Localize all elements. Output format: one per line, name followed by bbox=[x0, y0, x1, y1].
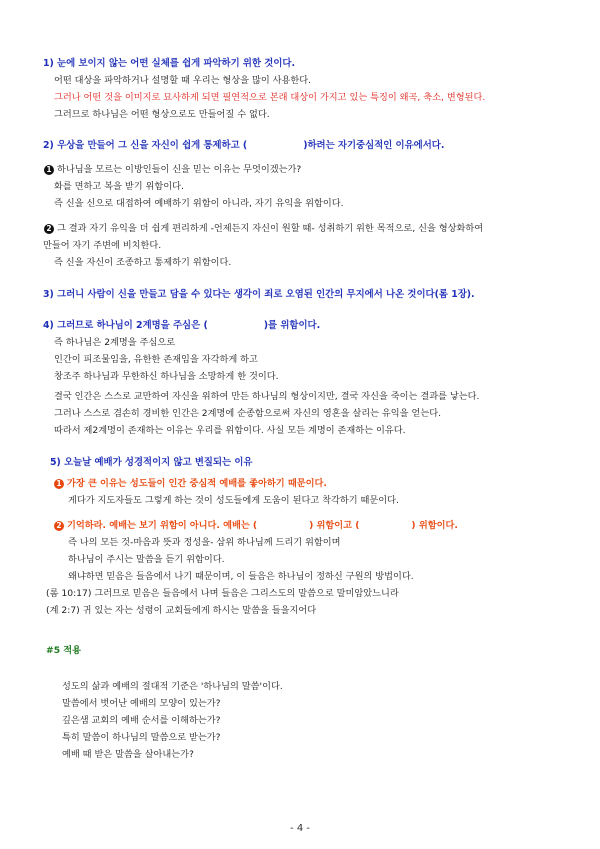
section-2-bullet-2-line-1: 그 결과 자기 유익을 더 쉽게 편리하게 -언제든지 자신이 원할 때- 성취하기 위한 목적으로, 신을 형상화하여 bbox=[57, 223, 484, 234]
application-line-1: 성도의 삶과 예배의 절대적 기준은 '하나님의 말씀'이다. bbox=[62, 681, 283, 692]
application-line-2: 말씀에서 벗어난 예배의 모양이 있는가? bbox=[62, 698, 221, 709]
section-4-heading bbox=[43, 320, 320, 332]
application-line-3: 깊은샘 교회의 예배 순서를 이해하는가? bbox=[62, 715, 221, 726]
page-number: - 4 - bbox=[290, 823, 310, 834]
section-2-bullet-1-line-1: 화를 면하고 복을 받기 위함이다. bbox=[54, 181, 184, 192]
section-2-heading bbox=[43, 140, 444, 152]
verse-revelation: (계 2:7) 귀 있는 자는 성령이 교회들에게 하시는 말씀을 들을지어다 bbox=[46, 605, 317, 616]
section-1-line-2: 그러나 어떤 것을 이미지로 묘사하게 되면 필연적으로 본래 대상이 가지고 있는 특징이 왜곡, 축소, 변형된다. bbox=[54, 92, 486, 103]
section-2-bullet-1-question: 하나님을 모르는 이방인들이 신을 믿는 이유는 무엇이겠는가? bbox=[57, 164, 302, 175]
section-4-line-2: 인간이 피조물임을, 유한한 존재임을 자각하게 하고 bbox=[54, 354, 258, 365]
section-2-bullet-1 bbox=[44, 164, 301, 176]
verse-romans: (롬 10:17) 그러므로 믿음은 들음에서 나며 들음은 그리스도의 말씀으로 말미암았느니라 bbox=[46, 588, 399, 599]
application-heading: #5 적용 bbox=[46, 645, 82, 656]
section-5-bullet-1-text: 가장 큰 이유는 성도들이 인간 중심적 예배를 좋아하기 때문이다. bbox=[67, 478, 327, 489]
section-2-bullet-2 bbox=[44, 223, 483, 235]
number-1-bullet-icon: 1 bbox=[54, 479, 64, 489]
application-line-5: 예배 때 받은 말씀을 살아내는가? bbox=[62, 749, 194, 760]
section-5-bullet-2-part-b: ) 위함이고 ( bbox=[309, 520, 360, 531]
section-2-bullet-2-line-2: 만들어 자기 주변에 비치한다. bbox=[43, 240, 162, 251]
section-4-line-5: 그러나 스스로 겸손히 경비한 인간은 2계명에 순종함으로써 자신의 영혼을 살리는 유익을 얻는다. bbox=[54, 408, 442, 419]
section-2-bullet-2-line-3: 즉 신을 자신이 조종하고 통제하기 위함이다. bbox=[54, 257, 232, 268]
section-1-line-1: 어떤 대상을 파악하거나 설명할 때 우리는 형상을 많이 사용한다. bbox=[54, 75, 312, 86]
section-2-heading-part-b: )하려는 자기중심적인 이유에서다. bbox=[303, 140, 445, 151]
section-5-bullet-2-part-c: ) 위함이다. bbox=[411, 520, 458, 531]
section-4-heading-part-b: )를 위함이다. bbox=[263, 320, 321, 331]
number-2-bullet-icon: 2 bbox=[54, 521, 64, 531]
number-1-bullet-icon: 1 bbox=[44, 165, 54, 175]
section-4-line-1: 즉 하나님은 2계명을 주심으로 bbox=[54, 337, 176, 348]
section-4-line-6: 따라서 제2계명이 존재하는 이유는 우리를 위함이다. 사실 모든 계명이 존재하는 이유다. bbox=[54, 425, 406, 436]
section-4-heading-part-a: 4) 그러므로 하나님이 2계명을 주심은 ( bbox=[43, 320, 208, 331]
section-5-bullet-2-line-2: 하나님이 주시는 말씀을 듣기 위함이다. bbox=[68, 554, 225, 565]
application-line-4: 특히 말씀이 하나님의 말씀으로 받는가? bbox=[62, 732, 221, 743]
number-2-bullet-icon: 2 bbox=[44, 224, 54, 234]
section-5-bullet-1-line-1: 게다가 지도자들도 그렇게 하는 것이 성도들에게 도움이 된다고 착각하기 때문이다. bbox=[68, 495, 399, 506]
section-4-line-3: 창조주 하나님과 무한하신 하나님을 소망하게 한 것이다. bbox=[54, 371, 279, 382]
section-3-heading: 3) 그러니 사람이 신을 만들고 담을 수 있다는 생각이 죄로 오염된 인간의 무지에서 나온 것이다(롬 1장). bbox=[43, 289, 475, 300]
section-1-line-3: 그러므로 하나님은 어떤 형상으로도 만들어질 수 없다. bbox=[54, 109, 270, 120]
section-1-heading: 1) 눈에 보이지 않는 어떤 실체를 쉽게 파악하기 위한 것이다. bbox=[43, 58, 296, 69]
section-5-bullet-1 bbox=[54, 478, 327, 490]
section-4-line-4: 결국 인간은 스스로 교만하여 자신을 위하여 만든 하나님의 형상이지만, 결국 자신을 죽이는 결과를 낳는다. bbox=[54, 391, 480, 402]
section-5-bullet-2-part-a: 기억하라. 예배는 보기 위함이 아니다. 예배는 ( bbox=[67, 520, 258, 531]
section-5-bullet-2-line-3: 왜냐하면 믿음은 들음에서 나기 때문이며, 이 들음은 하나님이 정하신 구원의 방법이다. bbox=[68, 571, 414, 582]
section-5-bullet-2-line-1: 즉 나의 모든 것-마음과 뜻과 정성을- 삼위 하나님께 드리기 위함이며 bbox=[68, 537, 341, 548]
section-5-heading: 5) 오늘날 예배가 성경적이지 않고 변질되는 이유 bbox=[50, 457, 253, 468]
section-2-bullet-1-line-2: 즉 신을 신으로 대접하여 예배하기 위함이 아니라, 자기 유익을 위함이다. bbox=[54, 198, 344, 209]
section-5-bullet-2 bbox=[54, 520, 458, 532]
section-2-heading-part-a: 2) 우상을 만들어 그 신을 자신이 쉽게 통제하고 ( bbox=[43, 140, 248, 151]
